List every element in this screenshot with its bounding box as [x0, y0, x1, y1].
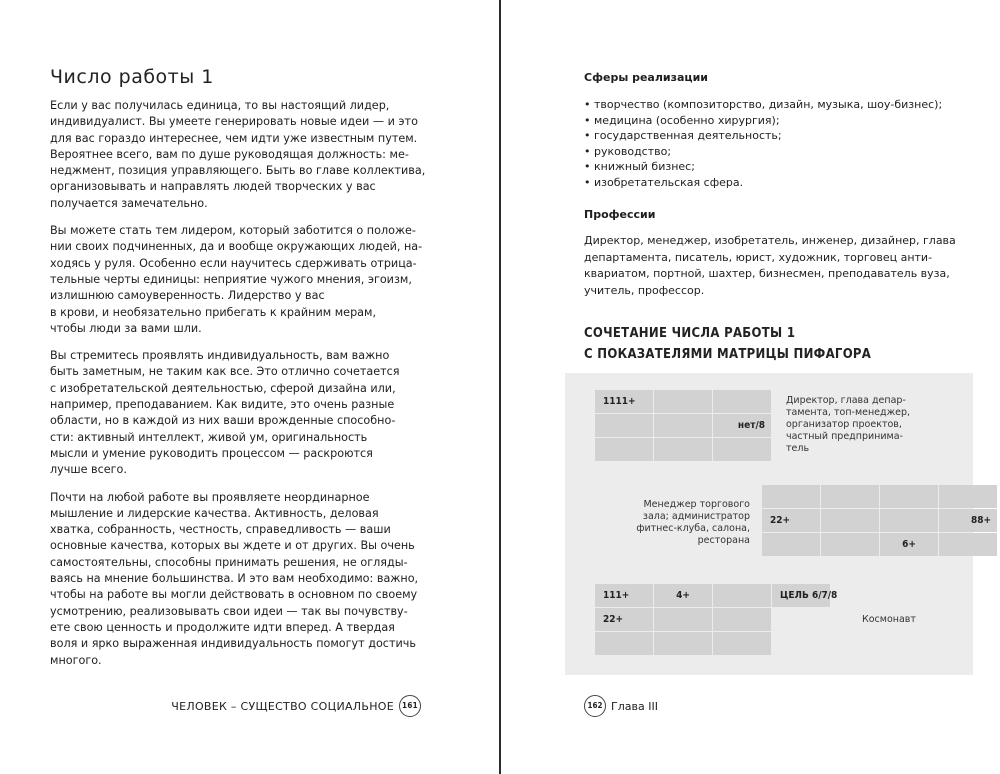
- list-item: • книжный бизнес;: [584, 159, 942, 175]
- matrix-cell: [821, 485, 879, 508]
- spheres-list: [584, 97, 942, 190]
- left-page: [0, 0, 499, 774]
- matrix-cell: [772, 608, 830, 631]
- list-item: • изобретательская сфера.: [584, 175, 942, 191]
- matrix-cell: нет/8: [713, 414, 771, 437]
- professions-heading: Профессии: [584, 208, 656, 221]
- matrix-cell: 22+: [595, 608, 653, 631]
- matrix-grid-3: [595, 584, 838, 655]
- list-item: • творчество (композиторство, дизайн, музыка, шоу-бизнес);: [584, 97, 942, 113]
- matrix-cell: [772, 632, 830, 655]
- matrix-note-1: Директор, глава депар- тамента, топ-менеджер, организатор проектов, частный предпринима- тель: [786, 395, 911, 454]
- body-text: [50, 98, 430, 680]
- matrix-panel: [565, 373, 991, 675]
- combination-title: СОЧЕТАНИЕ ЧИСЛА РАБОТЫ 1 С ПОКАЗАТЕЛЯМИ МАТРИЦЫ ПИФАГОРА: [584, 326, 872, 362]
- matrix-cell: [595, 438, 653, 461]
- matrix-cell: [713, 390, 771, 413]
- matrix-cell: [939, 533, 997, 556]
- professions-text: Директор, менеджер, изобретатель, инженер, дизайнер, глава департамента, писатель, юрист, художник, торговец анти- квариатом, портной, шахтер, бизнесмен, преподаватель вуза, учитель, профессор.: [584, 234, 956, 297]
- matrix-note-3: Космонавт: [862, 614, 916, 625]
- paragraph-1: Если у вас получилась единица, то вы настоящий лидер, индивидуалист. Вы умеете генерировать новые идеи — и это для вас гораздо интереснее, чем идти уже известным путем. Вероятнее всего, вам по душе руководящая должность: ме- неджмент, позиция управляющего. Быть во главе коллектива, организовывать и направлять людей творческих у вас получается замечательно.: [50, 99, 426, 210]
- matrix-cell: [880, 485, 938, 508]
- matrix-cell: [821, 509, 879, 532]
- matrix-cell: [713, 608, 771, 631]
- list-item: • руководство;: [584, 144, 942, 160]
- chapter-title: Число работы 1: [50, 66, 214, 88]
- matrix-cell: ЦЕЛЬ 6/7/8: [772, 584, 830, 607]
- running-title: ЧЕЛОВЕК – СУЩЕСТВО СОЦИАЛЬНОЕ: [171, 699, 394, 713]
- matrix-cell: [595, 414, 653, 437]
- matrix-cell: 111+: [595, 584, 653, 607]
- matrix-cell: [713, 584, 771, 607]
- paragraph-3: Вы стремитесь проявлять индивидуальность, вам важно быть заметным, не таким как все. Это отлично сочетается с изобретательской деятельностью, сферой дизайна или, например, преподаванием. Как видите, это очень разные области, но в каждой из них ваши врожденные способно- сти: активный интеллект, живой ум, оригинальность мысли и умение руководить процессом — раскроются лучше всего.: [50, 349, 400, 477]
- page-number-badge: 162: [584, 695, 606, 717]
- matrix-grid-1: [595, 390, 771, 461]
- matrix-cell: 1111+: [595, 390, 653, 413]
- matrix-grid-2: [762, 485, 997, 556]
- matrix-note-2: Менеджер торгового зала; администратор фитнес-клуба, салона, ресторана: [636, 499, 750, 546]
- matrix-cell: [880, 509, 938, 532]
- matrix-cell: [821, 533, 879, 556]
- running-footer: [171, 695, 421, 717]
- spheres-heading: Сферы реализации: [584, 71, 709, 84]
- matrix-cell: [654, 632, 712, 655]
- matrix-cell: 88+: [939, 509, 997, 532]
- list-item: • государственная деятельность;: [584, 128, 942, 144]
- page-number-badge: 161: [399, 695, 421, 717]
- matrix-cell: [654, 608, 712, 631]
- matrix-cell: [939, 485, 997, 508]
- list-item: • медицина (особенно хирургия);: [584, 113, 942, 129]
- matrix-cell: 6+: [880, 533, 938, 556]
- right-page: [501, 0, 1000, 774]
- chapter-label: Глава III: [611, 699, 658, 713]
- matrix-cell: [762, 485, 820, 508]
- matrix-cell: [654, 390, 712, 413]
- matrix-cell: 4+: [654, 584, 712, 607]
- matrix-cell: [713, 632, 771, 655]
- matrix-cell: 22+: [762, 509, 820, 532]
- paragraph-4: Почти на любой работе вы проявляете неординарное мышление и лидерские качества. Активность, деловая хватка, собранность, честность, справедливость — ваши основные качества, которых вы ждете и от других. Вы очень самостоятельны, способны принимать решения, не огляды- ваясь на мнение большинства. И это вам необходимо: важно, чтобы на работе вы могли действовать в основном по своему усмотрению, реализовывать свои идеи — так вы почувству- ете свою ценность и продолжите идти вперед. А твердая воля и ярко выраженная индивидуальность помогут достичь многого.: [50, 490, 419, 667]
- matrix-cell: [762, 533, 820, 556]
- running-footer: [584, 695, 658, 717]
- matrix-cell: [654, 438, 712, 461]
- matrix-cell: [595, 632, 653, 655]
- paragraph-2: Вы можете стать тем лидером, который заботится о положе- нии своих подчиненных, да и вообще окружающих людей, на- ходясь у руля. Особенно если научитесь сдерживать отрица- тельные черты единицы: неприятие чужого мнения, эгоизм, излишнюю самоуверенность. Лидерство у вас в крови, и необязательно прибегать к крайним мерам, чтобы люди за вами шли.: [50, 224, 423, 335]
- matrix-cell: [654, 414, 712, 437]
- matrix-cell: [713, 438, 771, 461]
